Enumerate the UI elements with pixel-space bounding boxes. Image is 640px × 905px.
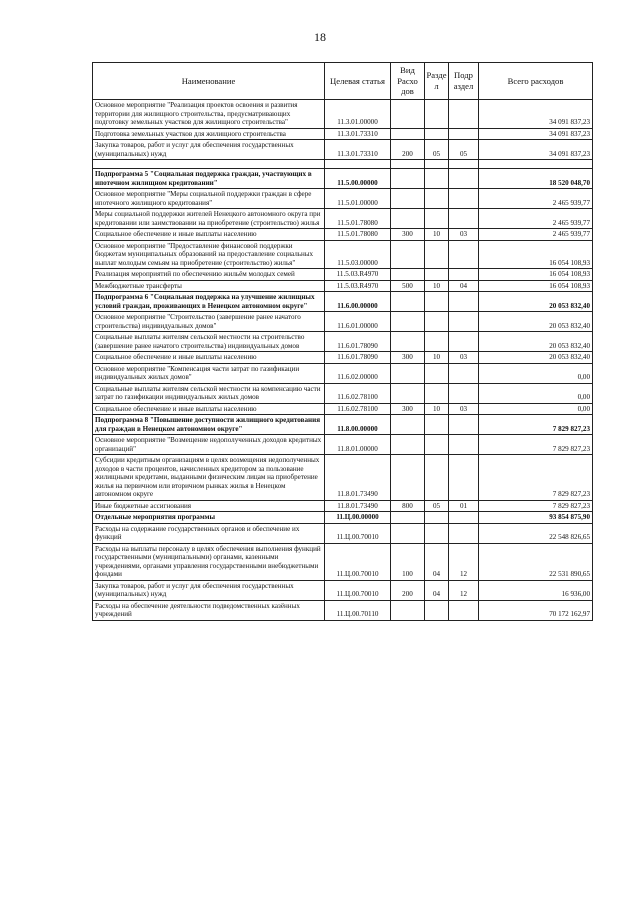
cell-code: 11.8.00.00000 [325,415,391,435]
cell-name: Меры социальной поддержки жителей Ненецкого автономного округа при кредитовании или заимствовании на приобретение (строительство) жилья [93,209,325,229]
cell-section [425,435,449,455]
cell-name: Расходы на выплаты персоналу в целях обеспечения выполнения функций государственными (муниципальными) органами, казенными учреждениями, органами управления государственными внебюджетными фондами [93,543,325,580]
cell-total: 20 053 832,40 [479,312,593,332]
cell-subsection: 12 [449,580,479,600]
cell-name: Социальные выплаты жителям сельской местности на компенсацию части затрат по газификации индивидуальных жилых домов [93,383,325,403]
cell-name: Подпрограмма 8 "Повышение доступности жилищного кредитования для граждан в Ненецком автономном округе" [93,415,325,435]
cell-kind [391,600,425,620]
header-kind: Вид Расхо дов [391,63,425,100]
header-total: Всего расходов [479,63,593,100]
cell-section: 05 [425,500,449,512]
cell-kind [391,512,425,524]
header-subsection: Подр аздел [449,63,479,100]
cell-subsection [449,383,479,403]
cell-name: Закупка товаров, работ и услуг для обеспечения государственных (муниципальных) нужд [93,140,325,160]
table-row [93,543,593,580]
cell-section [425,523,449,543]
cell-name: Межбюджетные трансферты [93,280,325,292]
cell-kind: 200 [391,140,425,160]
cell-kind [391,312,425,332]
cell-kind [391,383,425,403]
cell-subsection [449,169,479,189]
cell-total: 34 091 837,23 [479,140,593,160]
table-row [93,128,593,140]
cell-section [425,240,449,269]
cell-total: 16 054 108,93 [479,240,593,269]
cell-total: 0,00 [479,383,593,403]
table-row [93,512,593,524]
cell-total: 0,00 [479,403,593,415]
cell-section: 05 [425,140,449,160]
spacer-cell [425,160,449,169]
cell-code: 11.3.01.73310 [325,140,391,160]
cell-total: 93 854 875,90 [479,512,593,524]
cell-name: Реализация мероприятий по обеспечению жильём молодых семей [93,269,325,281]
table-row [93,352,593,364]
cell-name: Социальное обеспечение и иные выплаты населению [93,229,325,241]
cell-name: Закупка товаров, работ и услуг для обеспечения государственных (муниципальных) нужд [93,580,325,600]
cell-section [425,383,449,403]
cell-name: Подпрограмма 5 "Социальная поддержка граждан, участвующих в ипотечном жилищном кредитовании" [93,169,325,189]
cell-code: 11.3.01.00000 [325,100,391,129]
cell-subsection [449,189,479,209]
cell-section [425,512,449,524]
cell-subsection [449,209,479,229]
cell-kind: 100 [391,543,425,580]
table-row [93,363,593,383]
cell-kind: 300 [391,403,425,415]
table-row [93,500,593,512]
cell-kind [391,455,425,501]
cell-subsection [449,523,479,543]
cell-kind: 800 [391,500,425,512]
cell-section [425,332,449,352]
header-name: Наименование [93,63,325,100]
cell-name: Основное мероприятие "Компенсация части затрат по газификации индивидуальных жилых домов" [93,363,325,383]
cell-total: 70 172 162,97 [479,600,593,620]
cell-code: 11.Ц.00.70110 [325,600,391,620]
spacer-cell [93,160,325,169]
cell-code: 11.5.01.00000 [325,189,391,209]
table-row [93,383,593,403]
cell-code: 11.Ц.00.70010 [325,580,391,600]
cell-code: 11.Ц.00.70010 [325,543,391,580]
cell-total: 7 829 827,23 [479,435,593,455]
cell-code: 11.8.01.73490 [325,455,391,501]
table-row [93,455,593,501]
cell-name: Расходы на обеспечение деятельности подведомственных казённых учреждений [93,600,325,620]
cell-kind [391,128,425,140]
cell-section [425,455,449,501]
cell-kind [391,523,425,543]
cell-kind: 500 [391,280,425,292]
cell-name: Основное мероприятие "Меры социальной поддержки граждан в сфере ипотечного жилищного кредитования" [93,189,325,209]
cell-code: 11.5.03.00000 [325,240,391,269]
cell-code: 11.6.01.78090 [325,352,391,364]
cell-section [425,209,449,229]
cell-kind: 300 [391,229,425,241]
cell-total: 16 054 108,93 [479,280,593,292]
cell-code: 11.6.00.00000 [325,292,391,312]
cell-subsection [449,512,479,524]
table-row [93,292,593,312]
spacer-cell [391,160,425,169]
cell-name: Основное мероприятие "Реализация проектов освоения и развития территории для жилищного строительства, предусматривающих подготовку земельных участков для жилищного строительства" [93,100,325,129]
cell-code: 11.5.03.R4970 [325,280,391,292]
header-section: Разде л [425,63,449,100]
cell-subsection: 03 [449,229,479,241]
cell-total: 2 465 939,77 [479,209,593,229]
table-row [93,209,593,229]
cell-total: 18 520 048,70 [479,169,593,189]
cell-kind: 300 [391,352,425,364]
cell-section: 10 [425,280,449,292]
cell-section [425,100,449,129]
cell-code: 11.8.01.00000 [325,435,391,455]
table-row [93,332,593,352]
cell-code: 11.Ц.00.00000 [325,512,391,524]
cell-code: 11.5.01.78080 [325,229,391,241]
spacer-cell [479,160,593,169]
cell-subsection [449,128,479,140]
cell-total: 20 053 832,40 [479,332,593,352]
table-row [93,269,593,281]
cell-name: Иные бюджетные ассигнования [93,500,325,512]
table-row [93,280,593,292]
cell-kind [391,240,425,269]
cell-section [425,363,449,383]
cell-subsection [449,240,479,269]
table-row [93,415,593,435]
cell-total: 7 829 827,23 [479,500,593,512]
cell-total: 0,00 [479,363,593,383]
cell-kind [391,169,425,189]
cell-name: Подпрограмма 6 "Социальная поддержка на улучшение жилищных условий граждан, проживающих в Ненецком автономном округе" [93,292,325,312]
cell-kind [391,100,425,129]
row-spacer [93,160,593,169]
cell-total: 20 053 832,40 [479,352,593,364]
table-row [93,169,593,189]
table-row [93,403,593,415]
cell-subsection [449,332,479,352]
cell-total: 34 091 837,23 [479,100,593,129]
cell-total: 16 054 108,93 [479,269,593,281]
cell-name: Основное мероприятие "Возмещение недополученных доходов кредитных организаций" [93,435,325,455]
cell-name: Подготовка земельных участков для жилищного строительства [93,128,325,140]
spacer-cell [449,160,479,169]
cell-name: Основное мероприятие "Строительство (завершение ранее начатого строительства) индивидуальных домов" [93,312,325,332]
cell-subsection: 01 [449,500,479,512]
cell-subsection: 05 [449,140,479,160]
cell-subsection [449,292,479,312]
cell-name: Отдельные мероприятия программы [93,512,325,524]
cell-name: Основное мероприятие "Предоставление финансовой поддержки бюджетам муниципальных образований на предоставление социальных выплат молодым семьям на приобретение (строительство) жилья" [93,240,325,269]
cell-section [425,600,449,620]
table-row [93,523,593,543]
cell-name: Социальное обеспечение и иные выплаты населению [93,352,325,364]
cell-total: 22 531 890,65 [479,543,593,580]
cell-section [425,312,449,332]
cell-subsection: 04 [449,280,479,292]
cell-code: 11.3.01.73310 [325,128,391,140]
cell-code: 11.6.02.78100 [325,403,391,415]
table-row [93,312,593,332]
cell-subsection [449,269,479,281]
cell-section [425,292,449,312]
cell-code: 11.8.01.73490 [325,500,391,512]
table-row [93,229,593,241]
cell-kind [391,415,425,435]
cell-total: 20 053 832,40 [479,292,593,312]
cell-name: Социальное обеспечение и иные выплаты населению [93,403,325,415]
cell-total: 2 465 939,77 [479,189,593,209]
cell-section: 10 [425,352,449,364]
cell-subsection: 03 [449,352,479,364]
cell-total: 16 936,00 [479,580,593,600]
cell-name: Социальные выплаты жителям сельской местности на строительство (завершение ранее начатого строительства) индивидуальных домов [93,332,325,352]
cell-total: 2 465 939,77 [479,229,593,241]
table-row [93,189,593,209]
cell-subsection [449,100,479,129]
cell-total: 34 091 837,23 [479,128,593,140]
cell-kind: 200 [391,580,425,600]
table-row [93,140,593,160]
cell-subsection: 12 [449,543,479,580]
cell-code: 11.6.01.00000 [325,312,391,332]
cell-kind [391,189,425,209]
budget-table [92,62,593,621]
table-row [93,600,593,620]
cell-code: 11.Ц.00.70010 [325,523,391,543]
cell-section [425,128,449,140]
table-row [93,240,593,269]
cell-subsection [449,312,479,332]
cell-subsection: 03 [449,403,479,415]
cell-section [425,415,449,435]
cell-kind [391,269,425,281]
header-code: Целевая статья [325,63,391,100]
table-row [93,580,593,600]
cell-subsection [449,435,479,455]
cell-section: 04 [425,543,449,580]
cell-section: 10 [425,403,449,415]
cell-subsection [449,363,479,383]
cell-section: 10 [425,229,449,241]
cell-name: Субсидии кредитным организациям в целях возмещения недополученных доходов в части процентов, начисленных кредитором за пользование жилищными кредитами, выданными физическим лицам на приобретение жилья на первичном или вторичном рынках жилья в Ненецком автономном округе [93,455,325,501]
cell-total: 22 548 826,65 [479,523,593,543]
cell-code: 11.6.02.00000 [325,363,391,383]
spacer-cell [325,160,391,169]
cell-section: 04 [425,580,449,600]
cell-subsection [449,600,479,620]
cell-code: 11.6.02.78100 [325,383,391,403]
cell-kind [391,435,425,455]
cell-total: 7 829 827,23 [479,415,593,435]
cell-section [425,269,449,281]
table-body [93,100,593,621]
cell-name: Расходы на содержание государственных органов и обеспечение их функций [93,523,325,543]
table-header-row [93,63,593,100]
cell-kind [391,363,425,383]
cell-code: 11.5.03.R4970 [325,269,391,281]
table-row [93,435,593,455]
cell-subsection [449,455,479,501]
cell-section [425,169,449,189]
table-row [93,100,593,129]
page-number: 18 [314,30,326,44]
cell-kind [391,209,425,229]
cell-total: 7 829 827,23 [479,455,593,501]
cell-code: 11.6.01.78090 [325,332,391,352]
cell-subsection [449,415,479,435]
cell-code: 11.5.00.00000 [325,169,391,189]
cell-code: 11.5.01.78080 [325,209,391,229]
cell-kind [391,292,425,312]
cell-section [425,189,449,209]
cell-kind [391,332,425,352]
